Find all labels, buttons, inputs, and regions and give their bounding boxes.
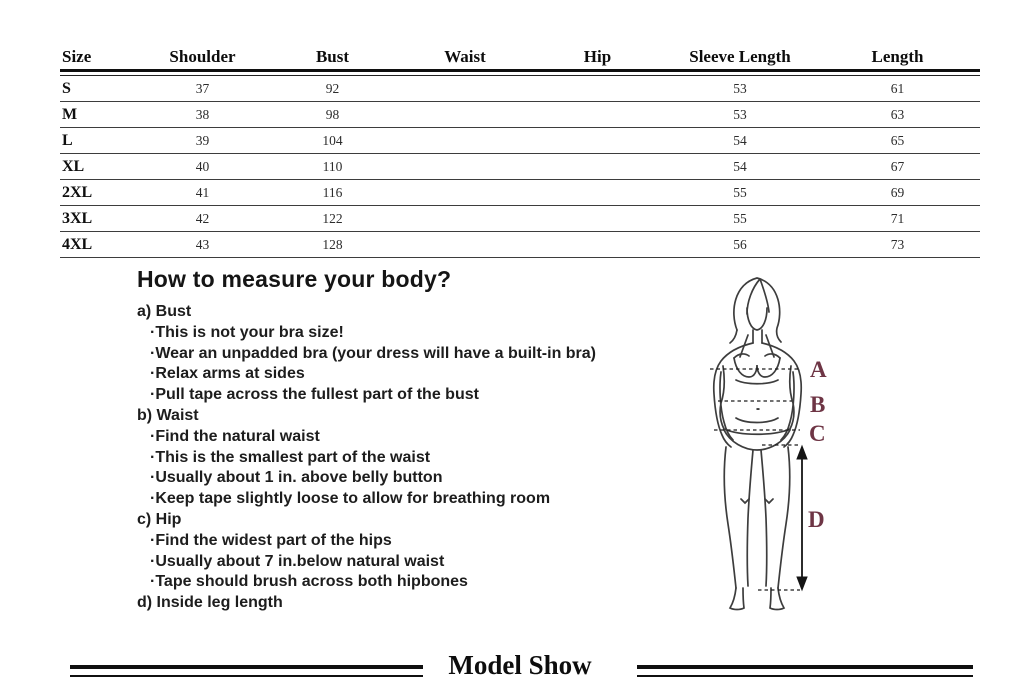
header-divider: [60, 69, 980, 76]
measure-instruction: ·Relax arms at sides: [150, 365, 305, 383]
column-header: Bust: [315, 47, 350, 66]
table-cell: 61: [890, 80, 905, 96]
size-chart-header-row: [60, 45, 980, 69]
table-row: [60, 232, 980, 258]
table-cell: 54: [733, 158, 747, 174]
table-cell: 55: [733, 184, 747, 200]
table-cell: 53: [733, 106, 747, 122]
column-header: Shoulder: [169, 47, 236, 66]
measure-instruction: ·Find the widest part of the hips: [150, 531, 392, 549]
table-cell: S: [62, 79, 71, 97]
measure-instruction: ·Tape should brush across both hipbones: [150, 573, 468, 591]
table-cell: XL: [62, 157, 85, 175]
measure-guide-title: How to measure your body?: [137, 266, 452, 292]
table-cell: L: [62, 131, 73, 149]
table-cell: 43: [195, 236, 210, 252]
table-cell: 56: [733, 236, 747, 252]
table-cell: 53: [733, 80, 747, 96]
table-cell: 54: [733, 132, 747, 148]
column-header: Length: [871, 47, 924, 66]
body-outline: [714, 278, 801, 610]
table-row: [60, 154, 980, 180]
measure-instruction: ·Find the natural waist: [150, 427, 320, 445]
table-cell: 40: [195, 158, 210, 174]
measure-instruction: ·Wear an unpadded bra (your dress will have a built-in bra): [150, 344, 597, 362]
table-cell: 73: [890, 236, 905, 252]
table-cell: 98: [325, 106, 340, 122]
measure-instruction: ·Pull tape across the fullest part of the bust: [150, 386, 479, 404]
table-cell: 42: [195, 210, 210, 226]
table-cell: 71: [890, 210, 905, 226]
measure-instruction: ·This is the smallest part of the waist: [150, 448, 431, 466]
table-row: [60, 76, 980, 102]
table-cell: 92: [325, 80, 340, 96]
size-chart-body: [60, 76, 980, 258]
column-header: Waist: [444, 47, 486, 66]
measure-guide: [137, 266, 682, 614]
divider-line-left: [70, 665, 423, 677]
measure-section-label: c) Hip: [137, 510, 182, 528]
table-row: [60, 180, 980, 206]
column-header: Hip: [583, 47, 612, 66]
table-row: [60, 206, 980, 232]
table-cell: 116: [322, 184, 343, 200]
inside-leg-arrow: [797, 446, 807, 590]
table-cell: 110: [322, 158, 343, 174]
table-cell: 69: [890, 184, 905, 200]
column-header: Size: [62, 47, 92, 66]
column-header: Sleeve Length: [689, 47, 791, 66]
table-cell: 63: [890, 106, 905, 122]
divider-line-right: [637, 665, 973, 677]
table-cell: 38: [195, 106, 210, 122]
table-cell: M: [62, 105, 78, 123]
body-measurement-figure: [688, 266, 833, 631]
size-chart-table: [60, 45, 980, 258]
table-cell: 4XL: [62, 235, 93, 253]
table-cell: 128: [322, 236, 343, 252]
measure-instruction: ·This is not your bra size!: [150, 323, 344, 341]
table-cell: 37: [195, 80, 210, 96]
table-cell: 41: [195, 184, 210, 200]
figure-label-a: A: [810, 357, 827, 382]
figure-label-b: B: [810, 392, 826, 417]
body-figure-illustration: [688, 266, 833, 631]
measure-section-label: b) Waist: [137, 406, 199, 424]
measure-guide-list: [137, 302, 682, 614]
table-row: [60, 128, 980, 154]
measure-instruction: ·Usually about 1 in. above belly button: [150, 469, 443, 487]
measure-instruction: ·Usually about 7 in.below natural waist: [150, 552, 445, 570]
table-row: [60, 102, 980, 128]
table-cell: 2XL: [62, 183, 93, 201]
measure-section-label: d) Inside leg length: [137, 594, 283, 612]
measure-instruction: ·Keep tape slightly loose to allow for breathing room: [150, 490, 551, 508]
figure-label-c: C: [809, 421, 826, 446]
table-cell: 104: [322, 132, 343, 148]
table-cell: 65: [890, 132, 905, 148]
table-cell: 122: [322, 210, 343, 226]
table-cell: 55: [733, 210, 747, 226]
measure-section-label: a) Bust: [137, 303, 192, 320]
model-show-title: Model Show: [448, 650, 592, 680]
table-cell: 39: [195, 132, 210, 148]
table-cell: 3XL: [62, 209, 93, 227]
table-cell: 67: [890, 158, 905, 174]
figure-label-d: D: [808, 507, 825, 532]
